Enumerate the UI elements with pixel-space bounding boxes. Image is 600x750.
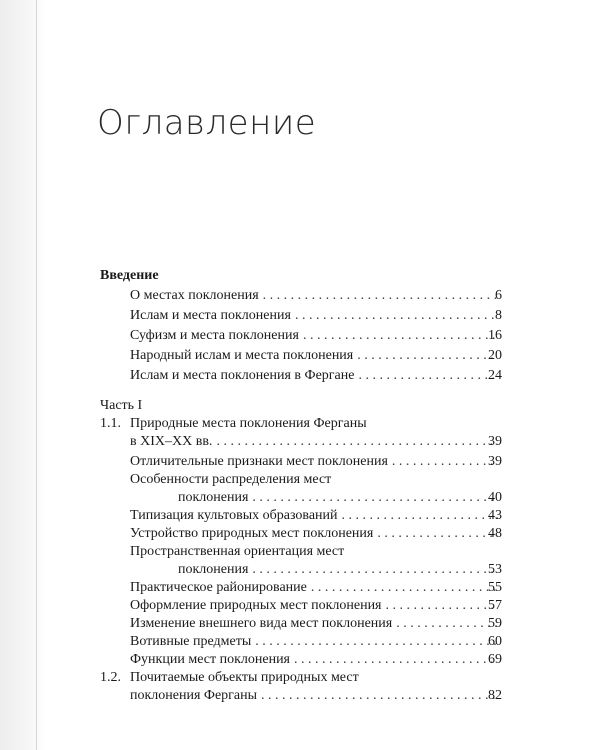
page-title: Оглавление [97,103,317,143]
toc-section-1-1[interactable] [0,414,600,434]
toc-entry[interactable] [0,650,600,670]
toc-page-number: 20 [488,348,502,363]
toc-entry-text: Природные места поклонения Ферганы [130,416,367,431]
leader-dots [255,632,498,652]
section-number: 1.2. [100,670,121,685]
toc-page-number: 43 [488,508,502,523]
leader-dots [294,650,498,670]
toc-page-number: 39 [488,454,502,469]
toc-page-number: 55 [488,580,502,595]
toc-entry[interactable] [0,286,600,306]
toc-entry[interactable] [0,596,600,616]
toc-entry-text: Оформление природных мест поклонения [130,598,382,613]
leader-dots [358,366,498,386]
leader-dots [252,560,498,580]
leader-dots [386,596,499,616]
toc-entry-text: Ислам и места поклонения [130,308,291,323]
toc-entry[interactable] [0,632,600,652]
toc-entry[interactable] [0,524,600,544]
toc-page-number: 69 [488,652,502,667]
toc-entry[interactable] [0,326,600,346]
toc-section-1-2[interactable] [0,668,600,688]
toc-entry-text: Устройство природных мест поклонения [130,526,374,541]
toc-entry-text: Типизация культовых образований [130,508,338,523]
leader-dots [311,578,498,598]
toc-entry-text: Суфизм и места поклонения [130,328,299,343]
toc-entry[interactable] [0,560,600,580]
toc-entry-text: Почитаемые объекты природных мест [130,670,359,685]
leader-dots [295,306,498,326]
toc-entry-text: Ислам и места поклонения в Фергане [130,368,355,383]
toc-page-number: 53 [488,562,502,577]
toc-entry-text: в XIX–XX вв. [130,434,213,449]
leader-dots [396,614,498,634]
toc-page-number: 57 [488,598,502,613]
toc-page-number: 59 [488,616,502,631]
toc-entry-text: Практическое районирование [130,580,307,595]
toc-page-number: 82 [488,688,502,703]
toc-entry[interactable] [0,366,600,386]
toc-entry[interactable] [0,306,600,326]
leader-dots [342,506,498,526]
toc-page-number: 16 [488,328,502,343]
toc-entry[interactable] [0,346,600,366]
toc-entry-text: Изменение внешнего вида мест поклонения [130,616,393,631]
toc-entry[interactable] [0,452,600,472]
toc-page-number: 39 [488,434,502,449]
toc-entry[interactable] [0,578,600,598]
toc-page-number: 6 [495,288,502,303]
toc-page-number: 40 [488,490,502,505]
toc-entry-text: Функции мест поклонения [130,652,290,667]
leader-dots [252,488,498,508]
toc-entry-text: поклонения [178,490,249,505]
leader-dots [377,524,498,544]
leader-dots [392,452,498,472]
toc-entry-text: поклонения [178,562,249,577]
toc-entry-text: поклонения Ферганы [130,688,258,703]
leader-dots [261,686,498,706]
toc-entry[interactable] [0,432,600,452]
toc-page-number: 48 [488,526,502,541]
toc-entry-text[interactable]: Особенности распределения мест [130,472,332,487]
toc-entry[interactable] [0,614,600,634]
leader-dots [303,326,498,346]
leader-dots [357,346,498,366]
toc-entry-text[interactable]: Пространственная ориентация мест [130,544,345,559]
toc-page-number: 60 [488,634,502,649]
section-number: 1.1. [100,416,121,431]
toc-entry-text: О местах поклонения [130,288,259,303]
toc-page-number: 8 [495,308,502,323]
leader-dots [216,432,498,452]
leader-dots [263,286,498,306]
part-heading: Часть I [100,398,143,413]
toc-entry[interactable] [0,506,600,526]
toc-entry-text: Народный ислам и места поклонения [130,348,354,363]
section-heading-intro: Введение [100,268,159,283]
toc-entry-text: Вотивные предметы [130,634,252,649]
toc-entry-text: Отличительные признаки мест поклонения [130,454,388,469]
toc-entry[interactable] [0,488,600,508]
toc-entry[interactable] [0,686,600,706]
toc-page-number: 24 [488,368,502,383]
